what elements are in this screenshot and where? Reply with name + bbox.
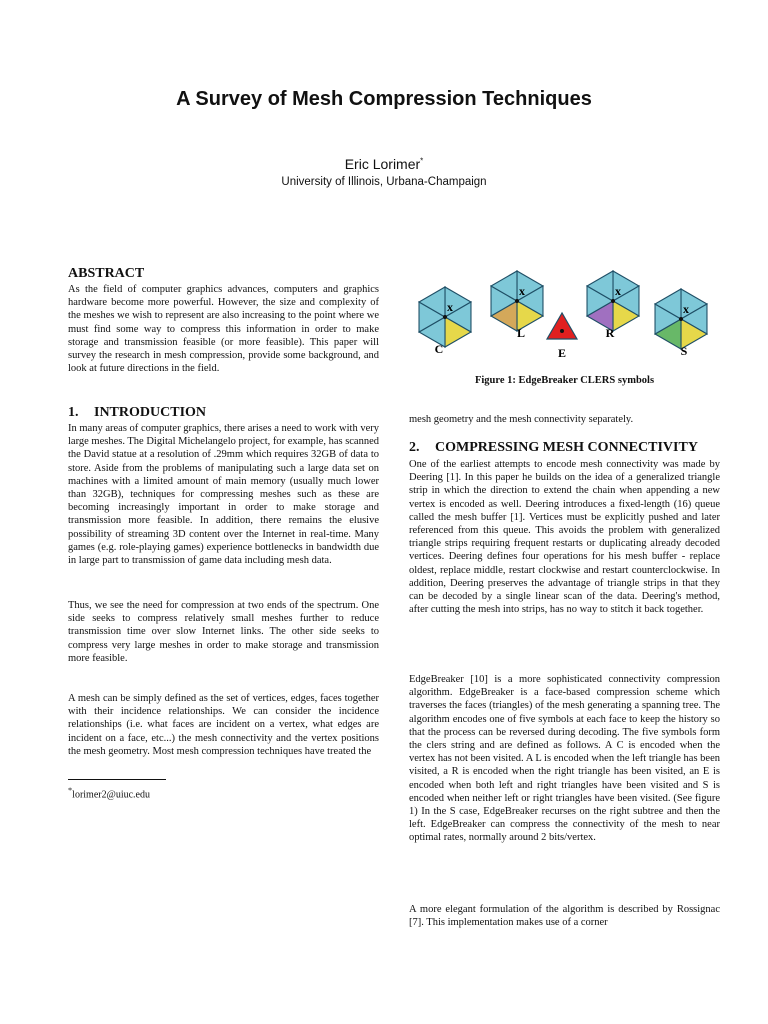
- hexagon-1-center-vertex: [515, 299, 519, 303]
- section-2-number: 2.: [409, 440, 420, 455]
- paper-title: A Survey of Mesh Compression Techniques: [176, 88, 592, 110]
- hexagon-1-vertex-label: x: [519, 284, 525, 298]
- intro-title: INTRODUCTION: [94, 405, 207, 420]
- affiliation: University of Illinois, Urbana-Champaign: [281, 176, 487, 188]
- footnote-mark: *: [68, 786, 73, 795]
- footnote-rule: [68, 779, 166, 780]
- section-2-paragraph-1: One of the earliest attempts to encode mesh connectivity was made by Deering [1]. In this paper he builds on the idea of a generalized triangle strip in which the direction to extend the chain when appending a new vertex is encoded as well. Deering introduces a fixed-length (16) queue called the mesh buffer [1]. Vertices must be explicitly pushed and later referenced from this queue. This avoids the problem with generalized triangle strips requiring frequent restarts or duplicating already decoded vertices. Deering defines four operations for his mesh buffer - replace oldest, replace middle, restart clockwise and restart counterclockwise. In addition, Deering preserves the advantage of triangle strips in that they can be decoded by a single linear scan of the data. Deering's method, after cutting the mesh into strips, has no way to stitch it back together.: [409, 459, 720, 616]
- vertex-x-dot: [560, 329, 564, 333]
- hexagon-4-center-vertex: [679, 317, 683, 321]
- footnote: [68, 784, 379, 802]
- end-triangle: [547, 313, 577, 339]
- section-2-title: COMPRESSING MESH CONNECTIVITY: [435, 440, 698, 455]
- symbol-label-R: R: [605, 326, 615, 340]
- intro-paragraph-2: Thus, we see the need for compression at two ends of the spectrum. One side seeks to compress relatively small meshes further to reduce transmission time over slow Internet links. The other side seeks to compress very large meshes in order to make storage and transmission more feasible.: [68, 600, 379, 664]
- author-line: [0, 156, 768, 172]
- intro-paragraph-3-continued: mesh geometry and the mesh connectivity separately.: [409, 414, 634, 425]
- clers-figure: [409, 265, 720, 369]
- intro-heading: [68, 405, 206, 421]
- section-2-heading: [409, 440, 698, 456]
- symbol-label-C: C: [434, 342, 444, 356]
- abstract-text: As the field of computer graphics advances, computers and graphics hardware become more powerful. However, the size and complexity of the meshes we wish to represent are also increasing to the point where we must find some way to compress this information in order to make storage and transmission feasible (or more feasible). This paper will survey the research in mesh compression, provide some background, and look at future directions in the field.: [68, 284, 379, 375]
- intro-number: 1.: [68, 405, 79, 420]
- hexagon-4-vertex-label: x: [683, 302, 689, 316]
- hexagon-3-vertex-label: x: [615, 284, 621, 298]
- section-2-paragraph-3: A more elegant formulation of the algorithm is described by Rossignac [7]. This implementation makes use of a corner: [409, 904, 720, 929]
- symbol-label-S: S: [680, 344, 688, 358]
- section-2-paragraph-2: EdgeBreaker [10] is a more sophisticated connectivity compression algorithm. EdgeBreaker is a face-based compression scheme which traverses the faces (triangles) of the mesh generating a spanning tree. The algorithm encodes one of five symbols at each face to keep the history so that the process can be reversed during decoding. The five symbols form the clers string and are defined as follows. A C is encoded when the vertex has not been visited. A L is encoded when the left triangle has been visited, a R is encoded when the right triangle has been visited, an E is encoded when both left and right triangles have been visited and S is encoded when neither left or right triangles have been visited. (See figure 1) In the S case, EdgeBreaker recurses on the right subtree and then the left. EdgeBreaker can compress the connectivity of the mesh to near optimal rates, normally around 2 bits/vertex.: [409, 674, 720, 844]
- author-footnote-mark: *: [420, 156, 424, 166]
- intro-paragraph-1: In many areas of computer graphics, there arises a need to work with very large meshes. The Digital Michelangelo project, for example, has scanned the David statue at a resolution of .29mm which requires 32GB of data to store. Aside from the problems of manipulating such a large data set on machines with a limited amount of main memory (usually much lower than 32GB), techniques for compressing meshes such as these are becoming increasingly important in order to make storage and transmission more feasible. In addition, there remains the elusive possibility of streaming 3D content over the Internet in real-time. Many games (e.g. role-playing games) experience bottlenecks in bandwidth due in large part to transmission of game data including mesh data.: [68, 423, 380, 567]
- author-name: Eric Lorimer: [344, 156, 421, 172]
- hexagon-0-vertex-label: x: [447, 300, 453, 314]
- figure-caption: Figure 1: EdgeBreaker CLERS symbols: [474, 375, 655, 386]
- symbol-label-L: L: [516, 326, 526, 340]
- hexagon-3-center-vertex: [611, 299, 615, 303]
- footnote-email: lorimer2@uiuc.edu: [72, 789, 150, 801]
- intro-paragraph-3: A mesh can be simply defined as the set of vertices, edges, faces together with their incidence relationships. We can consider the incidence relationships (i.e. what faces are incident on a vertex, what edges are incident on a face, etc...) the mesh connectivity and the vertex positions the mesh geometry. Most mesh compression techniques have treated the: [68, 693, 379, 757]
- abstract-heading: ABSTRACT: [68, 266, 145, 281]
- clers-diagram: [409, 265, 720, 369]
- hexagon-0-center-vertex: [443, 315, 447, 319]
- symbol-label-E: E: [557, 346, 567, 360]
